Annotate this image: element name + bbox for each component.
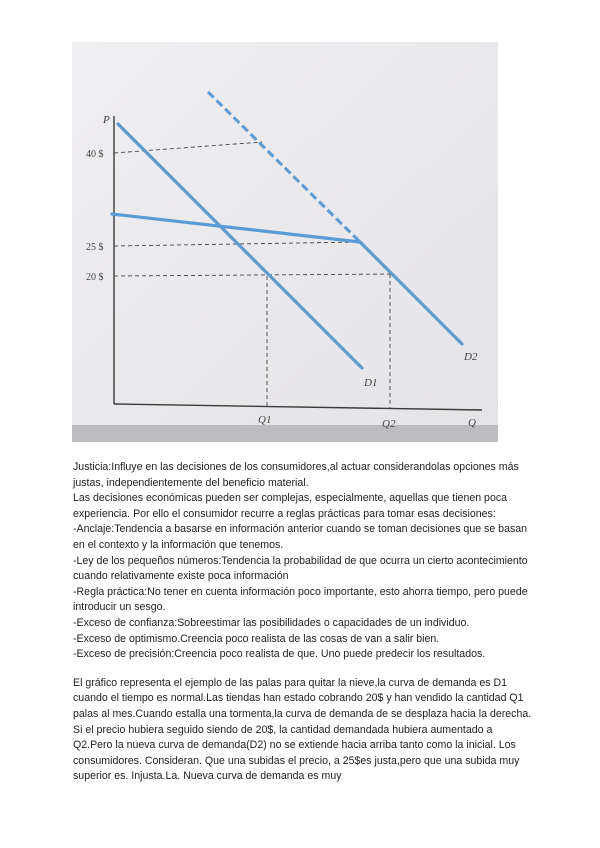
- paragraph-regla-practica: -Regla práctica:No tener en cuenta información poco importante, esto ahorra tiempo, pero puede introducir un sesgo.: [73, 585, 528, 614]
- demand-curve-photo: [72, 42, 498, 442]
- paragraph-pequenos-numeros: -Ley de los pequeños números:Tendencia la probabilidad de que ocurra un cierto acontecimiento cuando relativamente existe poca información: [73, 554, 528, 583]
- paragraph-exceso-confianza: -Exceso de confianza:Sobreestimar las posibilidades o capacidades de un individuo.: [73, 616, 470, 629]
- x-axis-label: Q: [468, 417, 476, 429]
- tick-label-q1: Q1: [258, 414, 272, 426]
- paragraph-justicia: Justicia:Influye en las decisiones de los consumidores,al actuar considerandolas opciones más justas, independientemente del beneficio material.: [73, 461, 519, 489]
- y-axis-label: P: [103, 114, 110, 126]
- paragraph-gap: [73, 663, 533, 676]
- paragraph-anclaje: -Anclaje:Tendencia a basarse en información anterior cuando se toman decisiones que se basan en el contexto y la información que tenemos.: [73, 523, 528, 551]
- tick-label-20: 20 $: [86, 272, 104, 283]
- photo-bottom-shadow: [72, 425, 498, 442]
- paragraph-grafico: El gráfico representa el ejemplo de las palas para quitar la nieve,la curva de demanda es D1 cuando el tiempo es normal.Las tiendas han estado cobrando 20$ y han vendido la cantidad Q1 palas al mes.Cuando estalla una tormenta,la curva de demanda de se desplaza hacia la derecha. Si el precio hubiera seguido siendo de 20$, la cantidad demandada hubiera aumentado a Q2.Pero la nueva curva de demanda(D2) no se extiende hacia arriba tanto como la inicial. Los consumidores. Consideran. Que una subidas el precio, a 25$es justa,pero que una subida muy superior es. Injusta.La. Nueva curva de demanda es muy: [73, 676, 532, 783]
- paragraph-decisiones: Las decisiones económicas pueden ser complejas, especialmente, aquellas que tienen poca experiencia. Por ello el consumidor recurre a reglas prácticas para tomar esas decisiones:: [73, 492, 508, 520]
- body-text: [73, 460, 533, 785]
- paragraph-exceso-optimismo: -Exceso de optimismo.Creencia poco realista de las cosas de van a salir bien.: [73, 632, 440, 645]
- paragraph-exceso-precision: -Exceso de precisión:Creencia poco realista de que. Uno puede predecir los resultados.: [73, 648, 486, 661]
- tick-label-q2: Q2: [382, 418, 396, 430]
- tick-label-25: 25 $: [86, 242, 104, 253]
- tick-label-40: 40 $: [86, 149, 104, 160]
- photo-background: [72, 42, 498, 442]
- curve-label-d2: D2: [464, 351, 478, 363]
- curve-label-d1: D1: [364, 377, 378, 389]
